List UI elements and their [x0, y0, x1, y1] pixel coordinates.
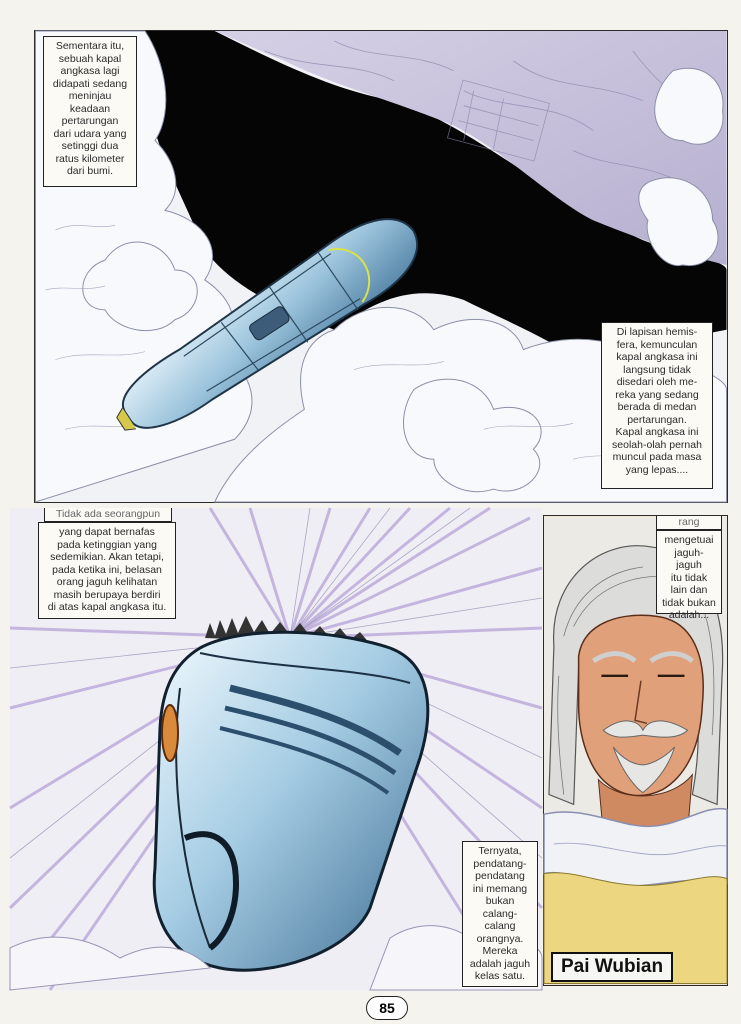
- caption-reveal: Ternyata, pendatang- pendatang ini memang bukan calang- calang orangnya. Mereka adalah jaguh kelas satu.: [462, 841, 538, 987]
- panel-pai-wubian: [469, 515, 728, 986]
- caption-partial-top: Tidak ada seorangpun: [44, 508, 172, 522]
- caption-hemisphere: Di lapisan hemis- fera, kemunculan kapal angkasa ini langsung tidak disedari oleh me- reka yang sedang berada di medan pertarungan. Kapal angkasa ini seolah-olah pernah muncul pada masa yang lepas....: [601, 322, 713, 489]
- caption-breathing: yang dapat bernafas pada ketinggian yang sedemikian. Akan tetapi, pada ketika ini, belasan orang jaguh kelihatan masih berupaya berdiri di atas kapal angkasa itu.: [38, 522, 176, 619]
- caption-partial-leader: rang: [656, 516, 722, 530]
- caption-intro: Sementara itu, sebuah kapal angkasa lagi didapati sedang meninjau keadaan pertarungan dari udara yang setinggi dua ratus kilometer dari bumi.: [43, 36, 137, 187]
- page-number: 85: [366, 996, 408, 1020]
- caption-leader: mengetuai jaguh-jaguh itu tidak lain dan tidak bukan adalah...: [656, 530, 722, 614]
- panel-spaceship-orbit: [34, 30, 728, 503]
- character-name-label: Pai Wubian: [551, 952, 673, 982]
